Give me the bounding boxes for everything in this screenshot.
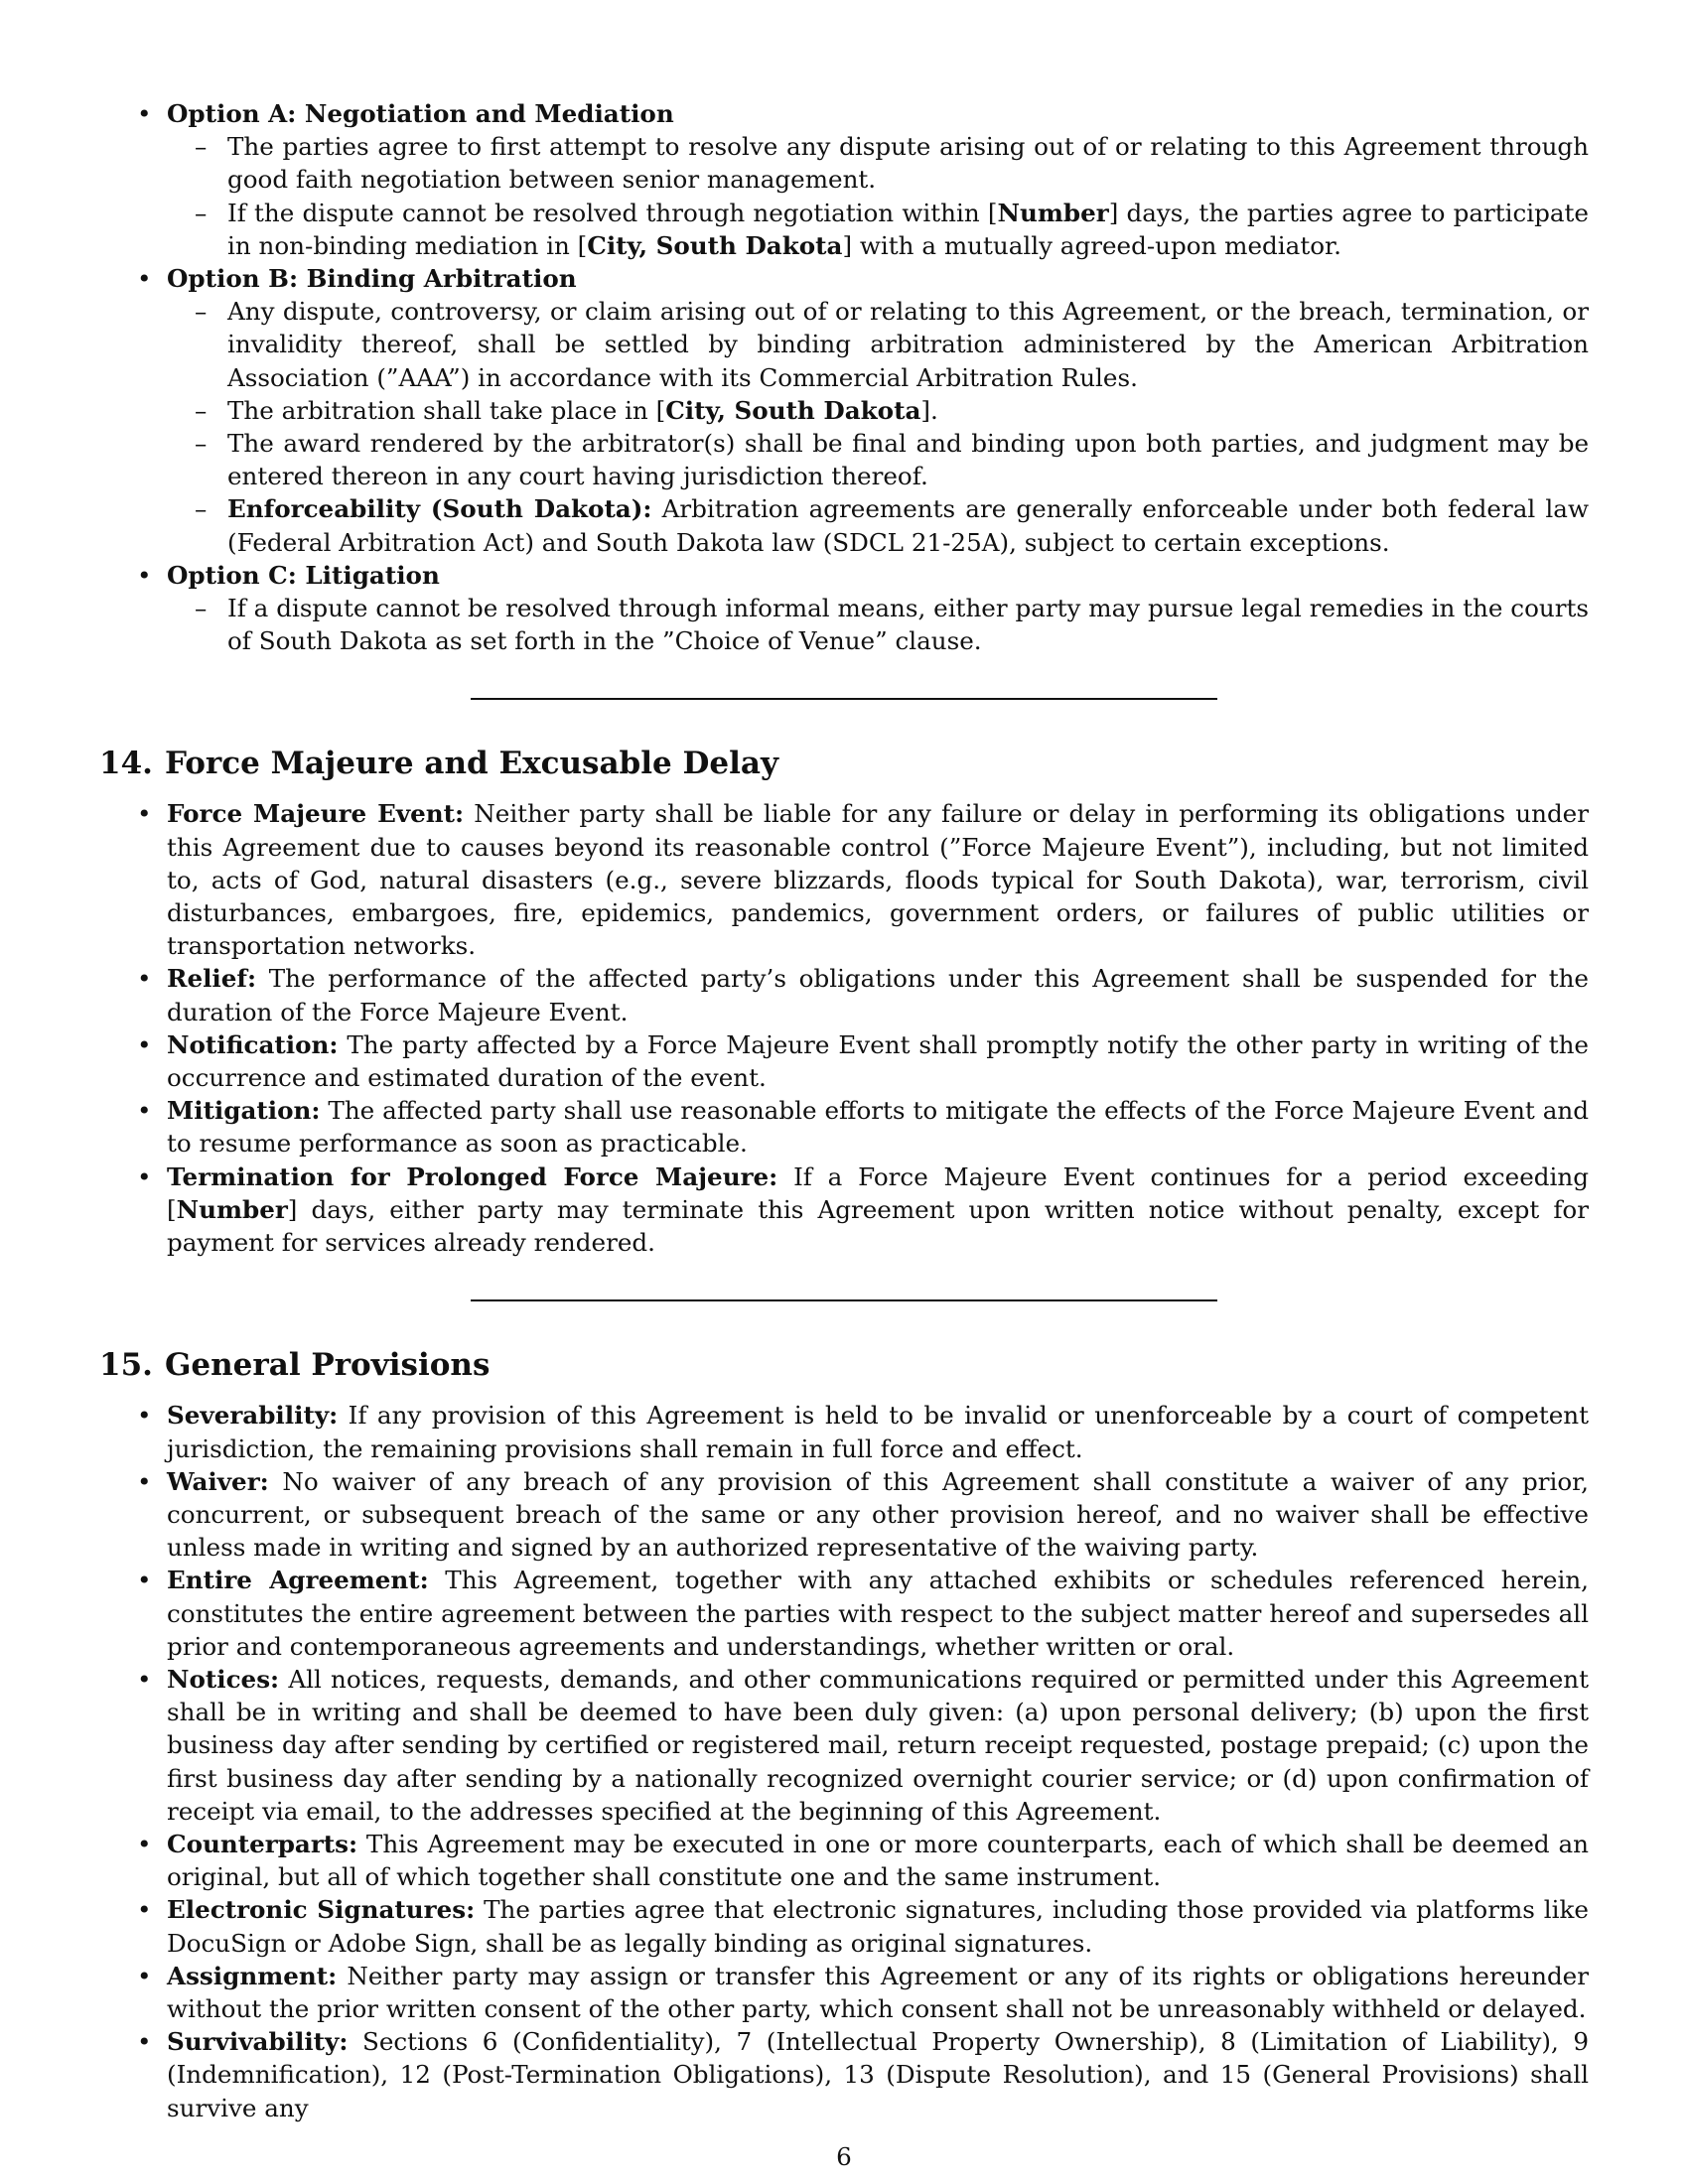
section-heading: 14. Force Majeure and Excusable Delay (99, 746, 778, 782)
list-item: • Force Majeure Event: Neither party shall be liable for any failure or delay in performing its obligations under this Agreement due to causes beyond its reasonable control (”Force Majeure Event”), including, but not limited to, acts of God, natural disasters (e.g., severe blizzards, floods typical for South Dakota), war, terrorism, civil disturbances, embargoes, fire, epidemics, pandemics, government orders, or failures of public utilities or transportation networks. (99, 797, 1589, 962)
list-item: – The arbitration shall take place in [City, South Dakota]. (167, 394, 1589, 427)
section15-list (99, 1399, 1589, 2123)
option-title: Option B: Binding Arbitration (167, 264, 577, 294)
list-item: – If a dispute cannot be resolved through informal means, either party may pursue legal remedies in the courts of South Dakota as set forth in the ”Choice of Venue” clause. (167, 592, 1589, 657)
list-item: • Counterparts: This Agreement may be executed in one or more counterparts, each of which shall be deemed an original, but all of which together shall constitute one and the same instrument. (99, 1828, 1589, 1893)
page-number: 6 (836, 2142, 852, 2171)
list-item: • Assignment: Neither party may assign or transfer this Agreement or any of its rights or obligations hereunder without the prior written consent of the other party, which consent shall not be unreasonably withheld or delayed. (99, 1960, 1589, 2025)
list-item: • Termination for Prolonged Force Majeure: If a Force Majeure Event continues for a period exceeding [Number] days, either party may terminate this Agreement upon written notice without penalty, except for payment for services already rendered. (99, 1160, 1589, 1260)
list-item: – If the dispute cannot be resolved through negotiation within [Number] days, the parties agree to participate in non-binding mediation in [City, South Dakota] with a mutually agreed-upon mediator. (167, 197, 1589, 262)
section14-list (99, 797, 1589, 1259)
option-a-items (167, 130, 1589, 262)
list-item: • Waiver: No waiver of any breach of any provision of this Agreement shall constitute a waiver of any prior, concurrent, or subsequent breach of the same or any other provision hereof, and no waiver shall be effective unless made in writing and signed by an authorized representative of the waiving party. (99, 1465, 1589, 1565)
list-item: – The parties agree to first attempt to resolve any dispute arising out of or relating to this Agreement through good faith negotiation between senior management. (167, 130, 1589, 196)
option-c (99, 559, 1589, 658)
list-item: • Severability: If any provision of this Agreement is held to be invalid or unenforceable by a court of competent jurisdiction, the remaining provisions shall remain in full force and effect. (99, 1399, 1589, 1464)
list-item: • Entire Agreement: This Agreement, together with any attached exhibits or schedules referenced herein, constitutes the entire agreement between the parties with respect to the subject matter hereof and supersedes all prior and contemporaneous agreements and understandings, whether written or oral. (99, 1564, 1589, 1663)
list-item: • Survivability: Sections 6 (Confidentiality), 7 (Intellectual Property Ownership), 8 (Limitation of Liability), 9 (Indemnification), 12 (Post-Termination Obligations), 13 (Dispute Resolution), and 15 (General Provisions) shall survive any (99, 2025, 1589, 2124)
list-item: – Any dispute, controversy, or claim arising out of or relating to this Agreement, or the breach, termination, or invalidity thereof, shall be settled by binding arbitration administered by the American Arbitration Association (”AAA”) in accordance with its Commercial Arbitration Rules. (167, 295, 1589, 394)
section-heading: 15. General Provisions (99, 1347, 491, 1384)
option-b-items (167, 295, 1589, 559)
list-item: • Relief: The performance of the affected party’s obligations under this Agreement shall be suspended for the duration of the Force Majeure Event. (99, 962, 1589, 1027)
list-item: – The award rendered by the arbitrator(s) shall be final and binding upon both parties, and judgment may be entered thereon in any court having jurisdiction thereof. (167, 427, 1589, 492)
option-b (99, 262, 1589, 559)
list-item: • Mitigation: The affected party shall use reasonable efforts to mitigate the effects of the Force Majeure Event and to resume performance as soon as practicable. (99, 1094, 1589, 1160)
section-divider (471, 1299, 1217, 1301)
option-c-items (167, 592, 1589, 657)
option-title: Option C: Litigation (167, 560, 440, 590)
option-title: Option A: Negotiation and Mediation (167, 99, 674, 128)
option-a (99, 97, 1589, 262)
section-divider (471, 698, 1217, 700)
dispute-options-list (99, 97, 1589, 657)
list-item: • Notices: All notices, requests, demands, and other communications required or permitted under this Agreement shall be in writing and shall be deemed to have been duly given: (a) upon personal delivery; (b) upon the first business day after sending by certified or registered mail, return receipt requested, postage prepaid; (c) upon the first business day after sending by a nationally recognized overnight courier service; or (d) upon confirmation of receipt via email, to the addresses specified at the beginning of this Agreement. (99, 1663, 1589, 1828)
document-page (99, 97, 1589, 2124)
list-item: • Notification: The party affected by a Force Majeure Event shall promptly notify the other party in writing of the occurrence and estimated duration of the event. (99, 1028, 1589, 1094)
list-item: – Enforceability (South Dakota): Arbitration agreements are generally enforceable under both federal law (Federal Arbitration Act) and South Dakota law (SDCL 21-25A), subject to certain exceptions. (167, 492, 1589, 558)
list-item: • Electronic Signatures: The parties agree that electronic signatures, including those provided via platforms like DocuSign or Adobe Sign, shall be as legally binding as original signatures. (99, 1893, 1589, 1959)
